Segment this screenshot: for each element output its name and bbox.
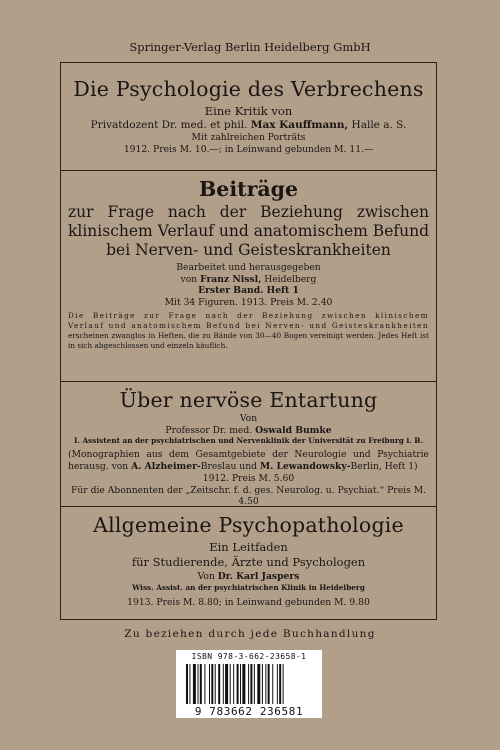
ad2-description-spaced: Die Beiträge zur Frage nach der Beziehung zwischen klinischem Verlauf und anatomischem Befund bei Nerven- und Geisteskrankheiten — [68, 311, 429, 330]
barcode-bars — [186, 664, 316, 706]
barcode-bar — [257, 664, 260, 704]
barcode-bar — [211, 664, 213, 704]
barcode-bar — [186, 664, 188, 704]
ad3-series-place1: Breslau und — [200, 460, 258, 472]
barcode-bar — [254, 664, 255, 704]
barcode-bar — [223, 664, 224, 704]
barcode-bar — [250, 664, 252, 704]
ad3-author-prefix: Professor Dr. med. — [165, 424, 253, 436]
barcode-bar — [198, 664, 199, 704]
barcode-bar — [204, 664, 205, 704]
advertisement-frame — [60, 62, 437, 620]
divider-3 — [61, 506, 436, 507]
ad2-edited: Bearbeitet und herausgegeben — [176, 262, 321, 273]
ad3-affiliation: I. Assistent an der psychiatrischen und Nervenklinik der Universität zu Freiburg i. B. — [73, 436, 424, 445]
ad4-affiliation: Wiss. Assist. an der psychiatrischen Klinik in Heidelberg — [132, 582, 365, 592]
ad3-series-editor1: A. Alzheimer- — [131, 460, 201, 472]
ad1-author-place: Halle a. S. — [351, 118, 407, 131]
ad2-author — [68, 274, 429, 286]
ad3-by: Von — [239, 413, 258, 424]
barcode-bar — [233, 664, 234, 704]
ad4-subtitle: Ein Leitfaden — [209, 540, 288, 554]
barcode-bar — [225, 664, 228, 704]
ad-beitraege — [68, 178, 429, 351]
ad2-subtitle: zur Frage nach der Beziehung zwischen klinischem Verlauf und anatomischem Befund bei Nerven- und Geisteskrankheiten — [68, 203, 429, 259]
barcode-bar — [209, 664, 210, 704]
barcode-bar — [230, 664, 231, 704]
ad1-price: 1912. Preis M. 10.—; in Leinwand gebunden M. 11.— — [123, 144, 374, 155]
isbn-barcode — [176, 650, 322, 718]
ad3-series-place2: Berlin, Heft 1) — [350, 460, 418, 472]
ad-psychologie-verbrechens — [68, 77, 429, 156]
ad-nervoese-entartung — [68, 388, 429, 508]
ad1-author-prefix: Privatdozent Dr. med. et phil. — [90, 118, 248, 131]
barcode-bar — [218, 664, 220, 704]
barcode-bar — [200, 664, 202, 704]
footer-note: Zu beziehen durch jede Buchhandlung — [124, 628, 376, 640]
barcode-bar — [279, 664, 281, 704]
ad2-description — [68, 311, 429, 351]
barcode-bar — [189, 664, 190, 704]
barcode-bar — [272, 664, 273, 704]
ad3-series-text: (Monographien aus dem Gesamtgebiete der Neurologie und Psychiatrie herausg. von — [68, 449, 429, 472]
ad1-title: Die Psychologie des Verbrechens — [73, 77, 424, 101]
barcode-bar — [262, 664, 263, 704]
ad4-author-prefix: Von — [197, 571, 215, 582]
barcode-bar — [237, 664, 239, 704]
ad2-title: Beiträge — [198, 177, 299, 201]
ad4-audience: für Studierende, Ärzte und Psychologen — [131, 554, 366, 569]
barcode-bar — [193, 664, 196, 704]
ad2-author-prefix: von — [180, 273, 198, 285]
ad3-series-editor2: M. Lewandowsky- — [259, 460, 351, 472]
ad1-subtitle: Eine Kritik von — [204, 104, 293, 118]
ad4-price: 1913. Preis M. 8.80; in Leinwand gebunden M. 9.80 — [127, 596, 370, 608]
ad1-note: Mit zahlreichen Porträts — [191, 131, 306, 143]
ad2-author-name: Franz Nissl, — [200, 273, 262, 285]
ad3-author — [68, 425, 429, 437]
barcode-bar — [283, 664, 284, 704]
barcode-bar — [240, 664, 241, 704]
ad4-title: Allgemeine Psychopathologie — [93, 513, 404, 537]
ad3-author-name: Oswald Bumke — [255, 424, 332, 436]
ad4-author — [68, 571, 429, 583]
barcode-bar — [248, 664, 249, 704]
ad3-price: 1912. Preis M. 5.60 — [202, 473, 295, 484]
barcode-bar — [265, 664, 266, 704]
barcode-digits: 9 783662 236581 — [194, 705, 304, 718]
ad1-author-name: Max Kauffmann, — [250, 118, 349, 131]
ad3-title: Über nervöse Entartung — [119, 388, 378, 412]
ad-allgemeine-psychopathologie — [68, 513, 429, 608]
divider-1 — [61, 170, 436, 171]
ad4-author-name: Dr. Karl Jaspers — [217, 571, 300, 582]
barcode-bar — [277, 664, 278, 704]
ad2-volume: Erster Band. Heft 1 — [198, 285, 299, 296]
ad2-author-place: Heidelberg — [264, 273, 317, 285]
ad2-description-rest: erscheinen zwanglos in Heften, die zu Bände von 30—40 Bogen vereinigt werden. Jedes Heft ist in sich abgeschlossen und einzeln käuflich. — [68, 331, 429, 350]
isbn-label: ISBN 978-3-662-23658-1 — [191, 652, 307, 661]
ad3-series — [68, 449, 429, 472]
ad1-author — [68, 119, 429, 132]
barcode-bar — [242, 664, 245, 704]
divider-2 — [61, 381, 436, 382]
ad2-price: Mit 34 Figuren. 1913. Preis M. 2.40 — [164, 296, 333, 308]
ad3-subscriber-price: Für die Abonnenten der „Zeitschr. f. d. ges. Neurolog. u. Psychiat.“ Preis M. 4.50 — [70, 484, 427, 507]
barcode-bar — [268, 664, 270, 704]
publisher-line: Springer-Verlag Berlin Heidelberg GmbH — [129, 40, 371, 54]
barcode-bar — [215, 664, 216, 704]
